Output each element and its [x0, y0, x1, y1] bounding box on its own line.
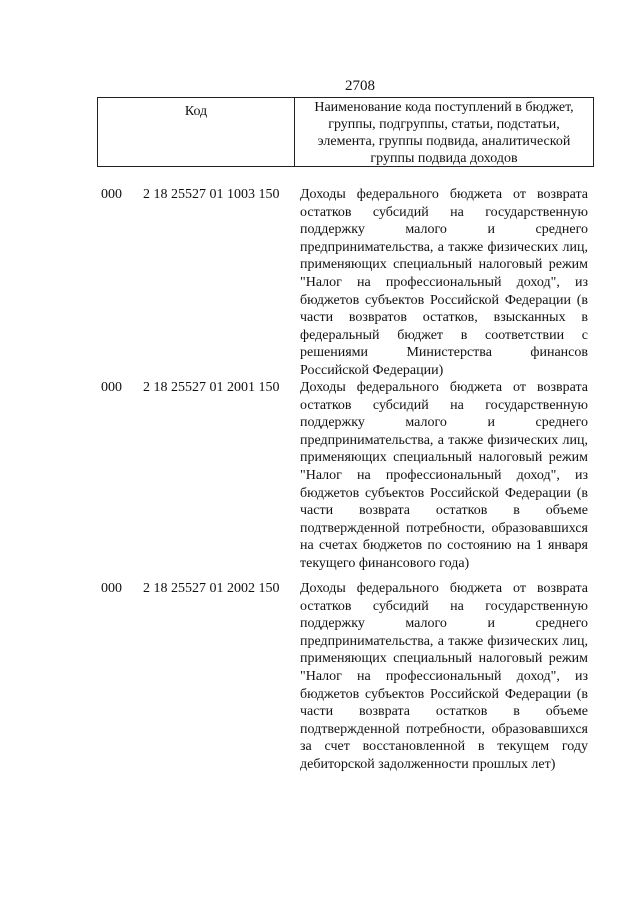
revenue-code-list	[0, 186, 640, 780]
table-row	[0, 580, 640, 780]
revenue-code: 2 18 25527 01 2002 150	[143, 581, 280, 596]
admin-code: 000	[101, 187, 122, 202]
header-code-label: Код	[98, 98, 295, 166]
revenue-description: Доходы федерального бюджета от возврата остатков субсидий на государственную поддержку малого и среднего предпринимательства, а также физических лиц, применяющих специальный налоговый режим "Налог на профессиональный доход", из бюджетов субъектов Российской Федерации (в части возврата остатков в объеме подтвержденной потребности, образовавшихся на счетах бюджетов по состоянию на 1 января текущего финансового года)	[300, 380, 588, 571]
header-name-label: Наименование кода поступлений в бюджет, группы, подгруппы, статьи, подстатьи, элемента, группы подвида, аналитической группы подвида доходов	[314, 100, 574, 166]
page-number: 2708	[345, 78, 375, 94]
revenue-code: 2 18 25527 01 1003 150	[143, 187, 280, 202]
table-row	[0, 186, 640, 379]
admin-code: 000	[101, 581, 122, 596]
admin-code: 000	[101, 380, 122, 395]
revenue-description: Доходы федерального бюджета от возврата остатков субсидий на государственную поддержку малого и среднего предпринимательства, а также физических лиц, применяющих специальный налоговый режим "Налог на профессиональный доход", из бюджетов субъектов Российской Федерации (в части возвратов остатков, взысканных в федеральный бюджет в соответствии с решениями Министерства финансов Российской Федерации)	[300, 187, 588, 378]
revenue-code: 2 18 25527 01 2001 150	[143, 380, 280, 395]
table-row	[0, 379, 640, 580]
revenue-description: Доходы федерального бюджета от возврата остатков субсидий на государственную поддержку малого и среднего предпринимательства, а также физических лиц, применяющих специальный налоговый режим "Налог на профессиональный доход", из бюджетов субъектов Российской Федерации (в части возврата остатков в объеме подтвержденной потребности, образовавшихся за счет восстановленной в текущем году дебиторской задолженности прошлых лет)	[300, 581, 588, 772]
table-header	[97, 97, 594, 167]
